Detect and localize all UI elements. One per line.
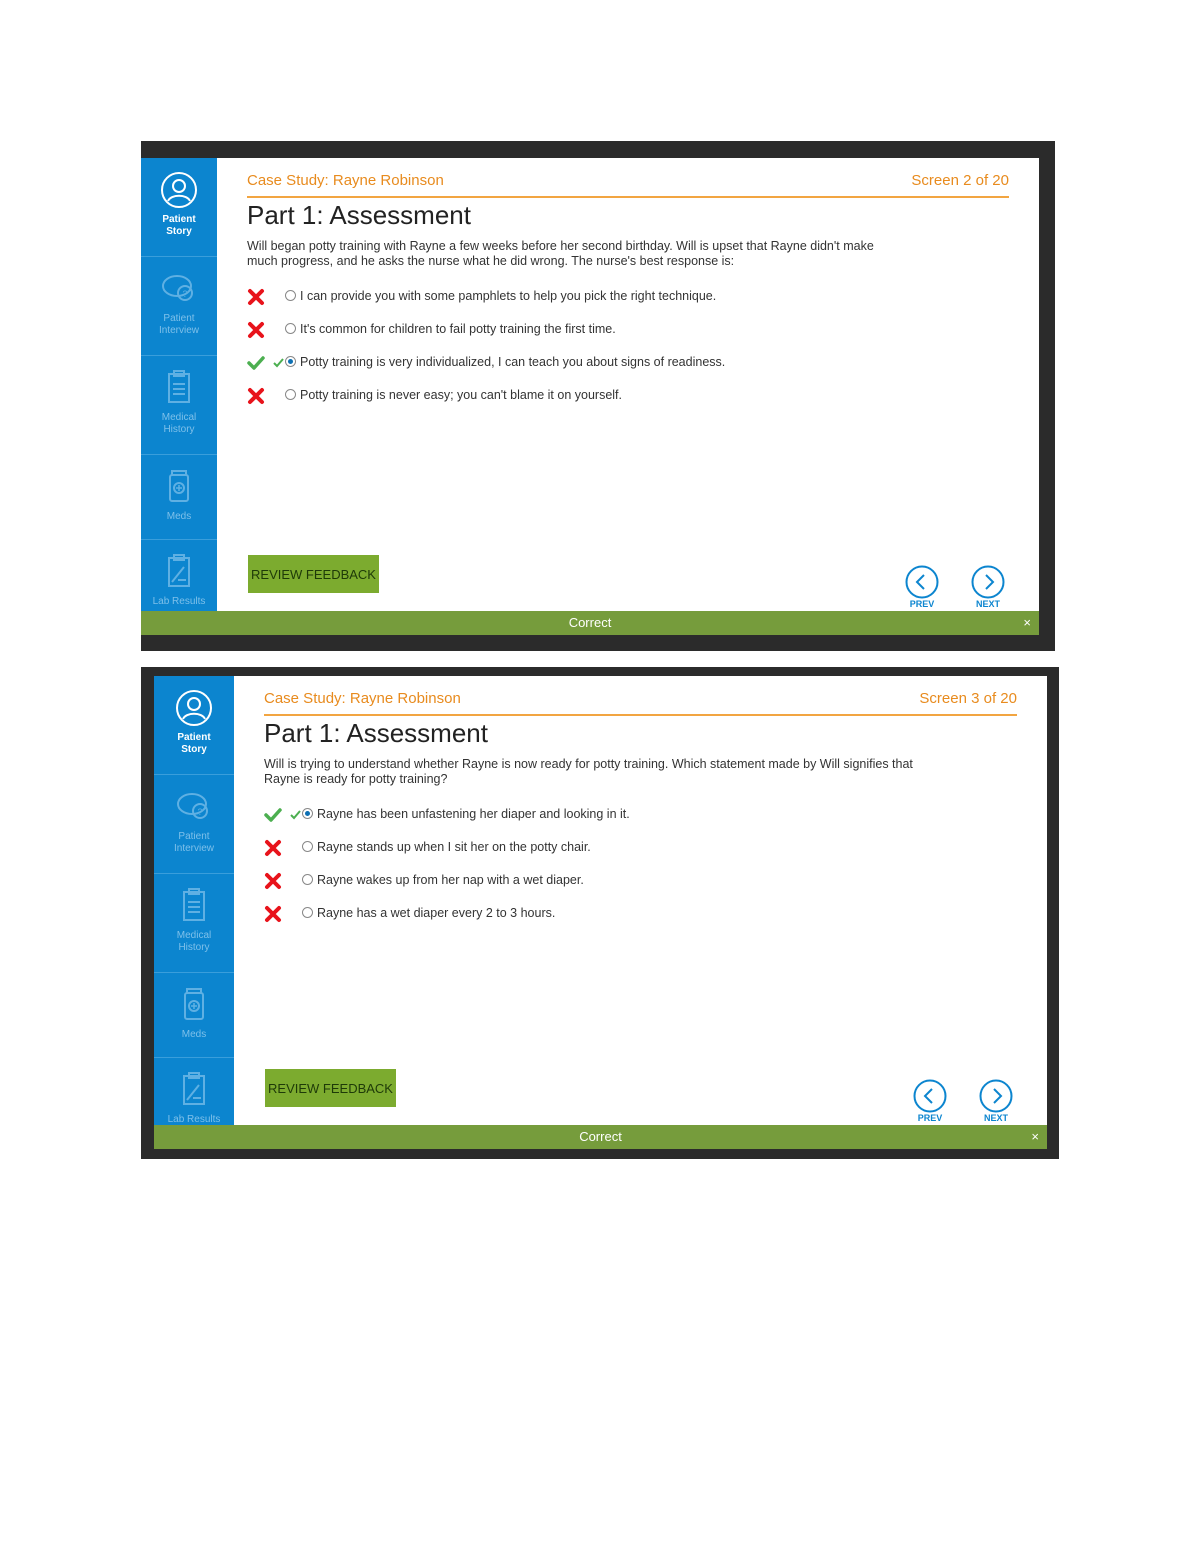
close-icon[interactable]: × [1023, 615, 1031, 630]
radio-button[interactable] [285, 389, 296, 400]
prev-label: PREV [909, 599, 935, 609]
option-label: Rayne has a wet diaper every 2 to 3 hours. [317, 906, 556, 920]
part-title: Part 1: Assessment [247, 200, 471, 230]
sidebar-item-2[interactable] [154, 886, 234, 973]
chevron-left-icon [913, 1079, 947, 1113]
feedback-status-bar [154, 1125, 1047, 1149]
screen-counter: Screen 2 of 20 [911, 172, 1009, 189]
sidebar-item-label: Medical History [176, 930, 212, 953]
case-title: Case Study: Rayne Robinson [247, 172, 444, 189]
correct-check-icon [264, 806, 282, 824]
option-label: Rayne wakes up from her nap with a wet diaper. [317, 873, 584, 887]
incorrect-x-icon [264, 839, 282, 857]
prev-button[interactable] [911, 1079, 949, 1123]
speech-bubble-icon [159, 269, 199, 309]
clipboard-icon [159, 368, 199, 408]
next-button[interactable] [977, 1079, 1015, 1123]
correct-check-icon [247, 354, 265, 372]
part-title: Part 1: Assessment [264, 718, 488, 748]
case-title: Case Study: Rayne Robinson [264, 690, 461, 707]
sidebar-item-1[interactable] [141, 269, 217, 356]
medicine-jar-icon [159, 467, 199, 507]
radio-button[interactable] [285, 356, 296, 367]
feedback-status-bar [141, 611, 1039, 635]
prev-button[interactable] [903, 565, 941, 609]
option-label: Potty training is never easy; you can't blame it on yourself. [300, 388, 622, 402]
incorrect-x-icon [247, 387, 265, 405]
sidebar-item-0[interactable] [141, 170, 217, 257]
sidebar [141, 158, 217, 635]
incorrect-x-icon [247, 288, 265, 306]
option-label: Rayne stands up when I sit her on the potty chair. [317, 840, 591, 854]
sidebar-item-label: Meds [166, 511, 192, 522]
chevron-right-icon [971, 565, 1005, 599]
sidebar-item-label: Lab Results [152, 596, 206, 607]
sidebar-item-0[interactable] [154, 688, 234, 775]
medicine-jar-icon [174, 985, 214, 1025]
sidebar-item-label: Patient Story [177, 732, 211, 755]
user-circle-icon [174, 688, 214, 728]
sidebar-item-label: Patient Interview [173, 831, 214, 854]
case-header [247, 170, 1009, 198]
review-feedback-button[interactable]: REVIEW FEEDBACK [248, 555, 379, 593]
clipboard-icon [174, 886, 214, 926]
selected-check-icon [290, 809, 301, 820]
sidebar-item-3[interactable] [141, 467, 217, 540]
user-circle-icon [159, 170, 199, 210]
radio-button[interactable] [302, 808, 313, 819]
next-label: NEXT [983, 1113, 1008, 1123]
sidebar-item-label: Medical History [161, 412, 197, 435]
selected-check-icon [273, 357, 284, 368]
option-label: It's common for children to fail potty training the first time. [300, 322, 616, 336]
screen-counter: Screen 3 of 20 [919, 690, 1017, 707]
speech-bubble-icon [174, 787, 214, 827]
sidebar-item-label: Meds [181, 1029, 207, 1040]
app-window [154, 676, 1047, 1149]
svg-text:?: ? [182, 289, 188, 299]
main-content [217, 158, 1039, 611]
radio-button[interactable] [302, 874, 313, 885]
chevron-right-icon [979, 1079, 1013, 1113]
lab-clipboard-icon [174, 1070, 214, 1110]
sidebar [154, 676, 234, 1149]
next-label: NEXT [975, 599, 1000, 609]
incorrect-x-icon [264, 872, 282, 890]
radio-button[interactable] [285, 323, 296, 334]
main-content [234, 676, 1047, 1125]
sidebar-item-label: Lab Results [167, 1114, 221, 1125]
screenshot-screen-2 [141, 141, 1055, 651]
option-label: Rayne has been unfastening her diaper and looking in it. [317, 807, 630, 821]
sidebar-item-label: Patient Interview [158, 313, 199, 336]
svg-text:?: ? [197, 807, 203, 817]
question-text: Will is trying to understand whether Rayne is now ready for potty training. Which statement made by Will signifies that Rayne is ready for potty training? [264, 757, 913, 786]
sidebar-item-label: Patient Story [162, 214, 196, 237]
chevron-left-icon [905, 565, 939, 599]
incorrect-x-icon [264, 905, 282, 923]
radio-button[interactable] [302, 907, 313, 918]
case-header [264, 688, 1017, 716]
prev-label: PREV [917, 1113, 943, 1123]
app-window [141, 158, 1039, 635]
sidebar-item-3[interactable] [154, 985, 234, 1058]
option-label: I can provide you with some pamphlets to help you pick the right technique. [300, 289, 717, 303]
radio-button[interactable] [302, 841, 313, 852]
status-text: Correct [579, 1129, 622, 1144]
close-icon[interactable]: × [1031, 1129, 1039, 1144]
sidebar-item-1[interactable] [154, 787, 234, 874]
review-feedback-button[interactable]: REVIEW FEEDBACK [265, 1069, 396, 1107]
sidebar-item-2[interactable] [141, 368, 217, 455]
lab-clipboard-icon [159, 552, 199, 592]
option-label: Potty training is very individualized, I can teach you about signs of readiness. [300, 355, 726, 369]
status-text: Correct [568, 615, 612, 630]
screenshot-screen-3 [141, 667, 1059, 1159]
question-text: Will began potty training with Rayne a few weeks before her second birthday. Will is upset that Rayne didn't make much progress, and he asks the nurse what he did wrong. The nurse's best response is: [247, 239, 874, 268]
incorrect-x-icon [247, 321, 265, 339]
radio-button[interactable] [285, 290, 296, 301]
next-button[interactable] [969, 565, 1007, 609]
